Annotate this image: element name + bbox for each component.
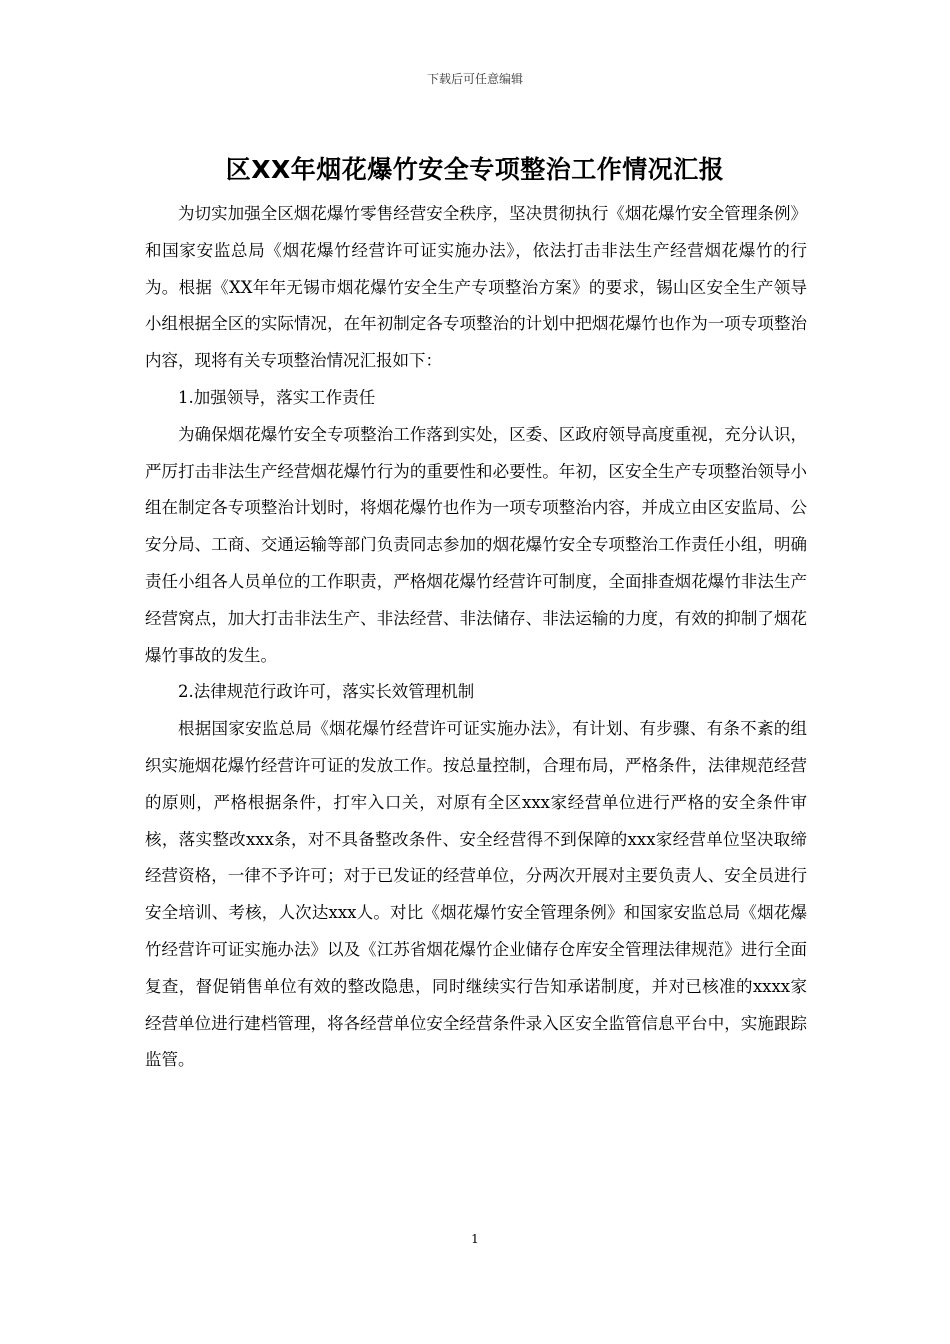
document-title: 区XX年烟花爆竹安全专项整治工作情况汇报 (225, 155, 725, 184)
document-body (145, 196, 807, 1079)
page-number: 1 (471, 1232, 479, 1246)
section-1-paragraph: 为确保烟花爆竹安全专项整治工作落到实处，区委、区政府领导高度重视，充分认识，严厉打击非法生产经营烟花爆竹行为的重要性和必要性。年初，区安全生产专项整治领导小组在制定各专项整治计划时，将烟花爆竹也作为一项专项整治内容，并成立由区安监局、公安分局、工商、交通运输等部门负责同志参加的烟花爆竹安全专项整治工作责任小组，明确责任小组各人员单位的工作职责，严格烟花爆竹经营许可制度，全面排查烟花爆竹非法生产经营窝点，加大打击非法生产、非法经营、非法储存、非法运输的力度，有效的抑制了烟花爆竹事故的发生。 (145, 424, 807, 665)
section-2-paragraph: 根据国家安监总局《烟花爆竹经营许可证实施办法》，有计划、有步骤、有条不紊的组织实施烟花爆竹经营许可证的发放工作。按总量控制，合理布局，严格条件，法律规范经营的原则，严格根据条件，打牢入口关，对原有全区xxx家经营单位进行严格的安全条件审核，落实整改xxx条，对不具备整改条件、安全经营得不到保障的xxx家经营单位坚决取缔经营资格，一律不予许可；对于已发证的经营单位，分两次开展对主要负责人、安全员进行安全培训、考核，人次达xxx人。对比《烟花爆竹安全管理条例》和国家安监总局《烟花爆竹经营许可证实施办法》以及《江苏省烟花爆竹企业储存仓库安全管理法律规范》进行全面复查，督促销售单位有效的整改隐患，同时继续实行告知承诺制度，并对已核准的xxxx家经营单位进行建档管理，将各经营单位安全经营条件录入区安全监管信息平台中，实施跟踪监管。 (145, 719, 807, 1070)
header-note: 下载后可任意编辑 (426, 72, 523, 86)
section-heading-2: 2.法律规范行政许可，落实长效管理机制 (178, 682, 475, 702)
section-heading-1: 1.加强领导，落实工作责任 (178, 387, 376, 407)
intro-paragraph: 为切实加强全区烟花爆竹零售经营安全秩序，坚决贯彻执行《烟花爆竹安全管理条例》和国家安监总局《烟花爆竹经营许可证实施办法》，依法打击非法生产经营烟花爆竹的行为。根据《XX年年无锡市烟花爆竹安全生产专项整治方案》的要求，锡山区安全生产领导小组根据全区的实际情况，在年初制定各专项整治的计划中把烟花爆竹也作为一项专项整治内容，现将有关专项整治情况汇报如下： (145, 204, 807, 371)
